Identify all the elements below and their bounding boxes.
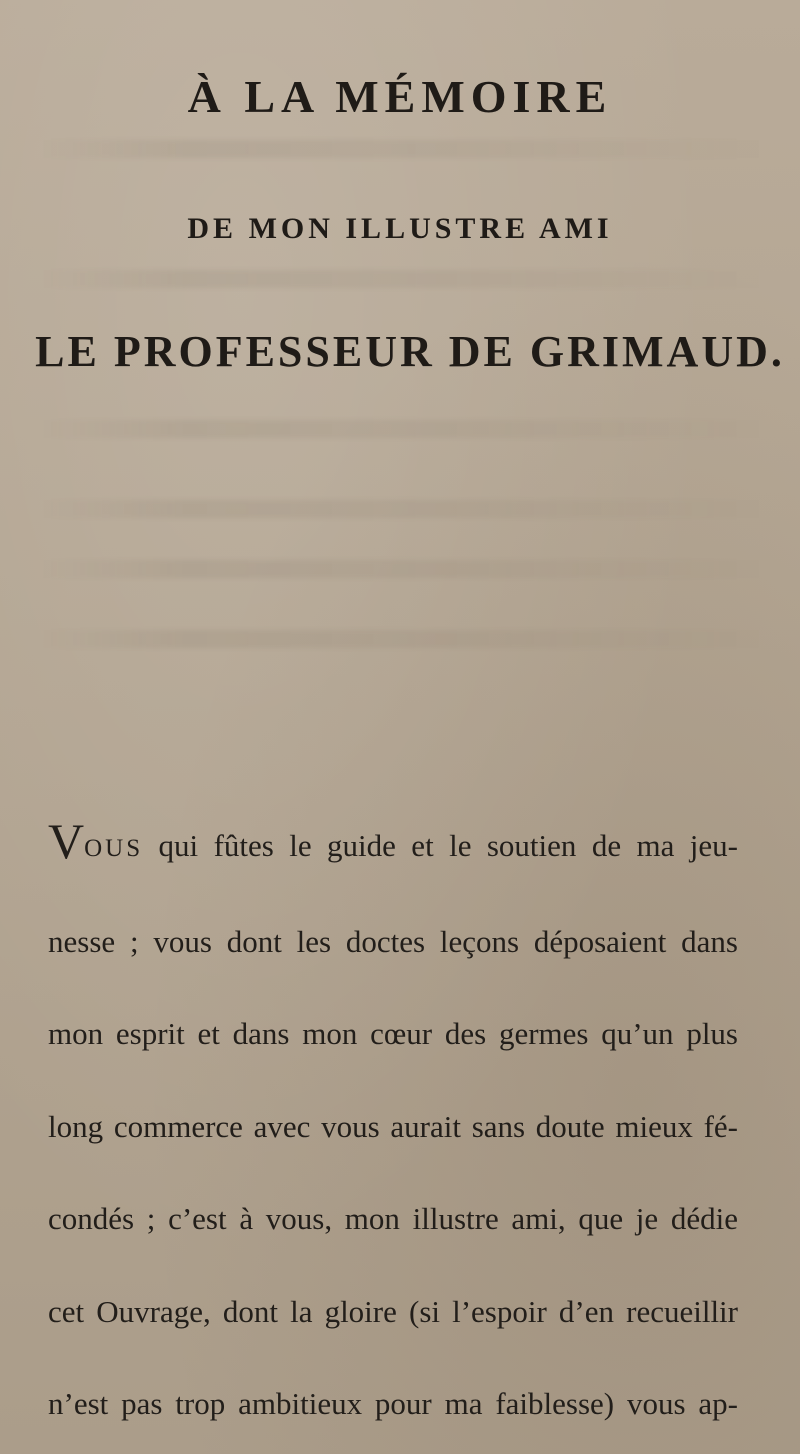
paper-bleed-through — [40, 630, 770, 648]
dedicatee-name: LE PROFESSEUR DE GRIMAUD. — [35, 327, 785, 376]
dedication-title: À LA MÉMOIRE — [187, 71, 613, 122]
paragraph-line: cet Ouvrage, dont la gloire (si l’espoir d’en recueillir — [48, 1293, 738, 1329]
paragraph-line-text: qui fûtes le guide et le soutien de ma jeu- — [143, 828, 738, 863]
paragraph-line: mon esprit et dans mon cœur des germes qu’un plus — [48, 1016, 738, 1051]
dedication-subtitle: DE MON ILLUSTRE AMI — [187, 212, 613, 245]
paper-bleed-through — [40, 560, 770, 578]
paragraph-line: condés ; c’est à vous, mon illustre ami, que je dédie — [48, 1201, 738, 1236]
paper-bleed-through — [40, 140, 770, 158]
dedication-paragraph — [48, 800, 738, 1451]
paragraph-line — [48, 800, 738, 896]
paragraph-line: long commerce avec vous aurait sans doute mieux fé- — [48, 1108, 738, 1144]
paper-bleed-through — [40, 420, 770, 438]
small-caps-text: OUS — [84, 835, 144, 862]
paper-bleed-through — [40, 500, 770, 518]
paragraph-line: n’est pas trop ambitieux pour ma faiblesse) vous ap- — [48, 1386, 738, 1421]
drop-cap: V — [48, 813, 85, 869]
paragraph-line: nesse ; vous dont les doctes leçons déposaient dans — [48, 923, 738, 959]
paper-bleed-through — [40, 270, 770, 288]
